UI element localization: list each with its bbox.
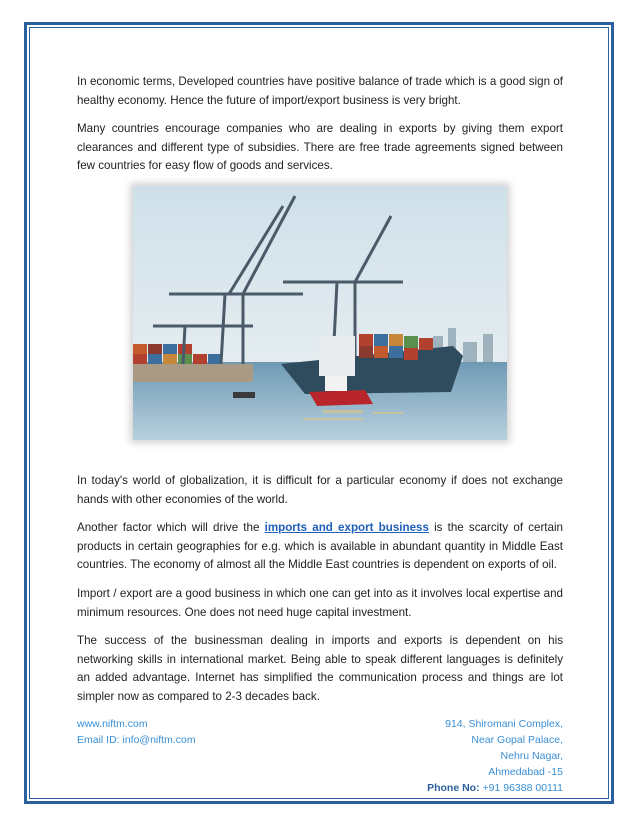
paragraph-scarcity-lead: Another factor which will drive the xyxy=(77,521,265,535)
footer-email[interactable]: Email ID: info@niftm.com xyxy=(77,734,196,746)
paragraph-export-subsidies: Many countries encourage companies who are dealing in exports by giving them export clearances and different type of subsidies. There are free trade agreements signed between few countries for easy flow of goods and services. xyxy=(77,122,563,173)
ship-bridge xyxy=(319,336,355,376)
footer-phone-label: Phone No: xyxy=(427,782,480,794)
paragraph-trade-balance: In economic terms, Developed countries have positive balance of trade which is a good sign of healthy economy. Hence the future of import/export business is very bright. xyxy=(77,75,563,107)
quay xyxy=(133,364,253,382)
imports-export-business-link[interactable]: imports and export business xyxy=(264,521,429,535)
footer-address-line-2: Near Gopal Palace, xyxy=(471,734,563,746)
footer-address-line-3: Nehru Nagar, xyxy=(500,750,563,762)
small-boat xyxy=(233,392,255,398)
footer-website[interactable]: www.niftm.com xyxy=(77,718,148,730)
cargo-port-photo xyxy=(133,186,507,440)
paragraph-scarcity-rest: is the scarcity of certain products in certain geographies for e.g. which is available in abundant quantity in Middle East countries. The economy of almost all the Middle East countries is dependent on exports of oil. xyxy=(77,521,564,572)
footer-contact xyxy=(77,716,196,748)
footer-address-line-4: Ahmedabad -15 xyxy=(488,766,563,778)
footer-address-line-1: 914, Shiromani Complex, xyxy=(445,718,563,730)
footer-phone xyxy=(427,780,563,796)
tugboat-cabin xyxy=(325,376,347,391)
footer-address xyxy=(427,716,563,796)
tugboat xyxy=(309,390,373,406)
paragraph-scarcity xyxy=(77,519,563,575)
paragraph-globalization: In today's world of globalization, it is difficult for a particular economy if does not exchange hands with other economies of the world. xyxy=(77,473,563,506)
footer-phone-number[interactable]: +91 96388 00111 xyxy=(479,782,563,794)
document-body xyxy=(77,73,563,717)
paragraph-good-business: Import / export are a good business in which one can get into as it involves local expertise and minimum resources. One does not need huge capital investment. xyxy=(77,586,563,619)
paragraph-networking: The success of the businessman dealing in imports and exports is dependent on his networking skills in international market. Being able to speak different languages is definitely an added advantage. Internet has simplified the communication process and things are lot simpler now as compared to 2-3 decades back. xyxy=(77,634,563,703)
